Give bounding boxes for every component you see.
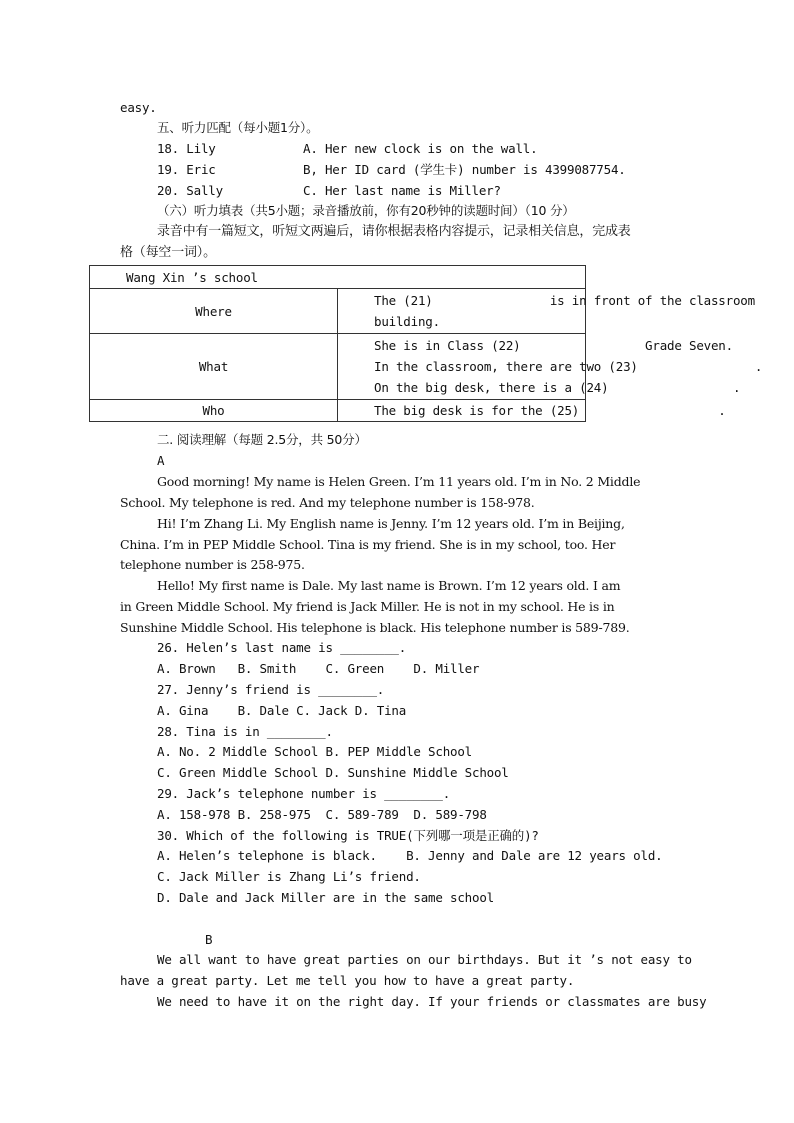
- question-28-options-ab: A. No. 2 Middle School B. PEP Middle School: [157, 744, 473, 759]
- table-cell-who: [338, 400, 726, 422]
- blank-21-line-cont: building.: [374, 314, 440, 329]
- match-item-20: 20. Sally: [157, 183, 223, 198]
- question-29: 29. Jack’s telephone number is ________.: [157, 786, 451, 801]
- table-cell-where: [338, 289, 755, 334]
- question-28: 28. Tina is in ________.: [157, 724, 333, 739]
- page-fragment: easy.: [120, 100, 157, 115]
- passage-a-line-2: School. My telephone is red. And my telephone number is 158-978.: [120, 495, 535, 510]
- section6-instruction-1: 录音中有一篇短文，听短文两遍后，请你根据表格内容提示，记录相关信息，完成表: [157, 224, 631, 239]
- match-option-c: C. Her last name is Miller?: [303, 183, 501, 198]
- section6-heading: （六）听力填表（共5小题；录音播放前，你有20秒钟的读题时间）（10 分）: [157, 203, 575, 218]
- blank-23-line: In the classroom, there are two (23) .: [374, 359, 763, 374]
- passage-a-line-6: Hello! My first name is Dale. My last name is Brown. I’m 12 years old. I am: [157, 578, 621, 593]
- blank-22-line: She is in Class (22) Grade Seven.: [374, 338, 733, 353]
- table-label-where: Where: [90, 289, 338, 334]
- reading-heading: 二. 阅读理解（每题 2.5分，共 50分）: [157, 432, 367, 447]
- table-row-who: [90, 400, 586, 422]
- passage-a-line-1: Good morning! My name is Helen Green. I’m 11 years old. I’m in No. 2 Middle: [157, 474, 641, 489]
- passage-a-line-4: China. I’m in PEP Middle School. Tina is my friend. She is in my school, too. Her: [120, 537, 616, 552]
- question-30-options-ab: A. Helen’s telephone is black. B. Jenny and Dale are 12 years old.: [157, 848, 663, 863]
- question-27-options: A. Gina B. Dale C. Jack D. Tina: [157, 703, 407, 718]
- blank-21-line: The (21) is in front of the classroom: [374, 293, 755, 308]
- table-title: Wang Xin ’s school: [90, 266, 586, 289]
- passage-a-line-7: in Green Middle School. My friend is Jack Miller. He is not in my school. He is in: [120, 599, 615, 614]
- question-29-options: A. 158-978 B. 258-975 C. 589-789 D. 589-798: [157, 807, 487, 822]
- question-26: 26. Helen’s last name is ________.: [157, 640, 407, 655]
- passage-b-label: B: [205, 932, 213, 947]
- section6-instruction-2: 格（每空一词）。: [120, 245, 216, 260]
- passage-a-line-3: Hi! I’m Zhang Li. My English name is Jenny. I’m 12 years old. I’m in Beijing,: [157, 516, 625, 531]
- question-28-options-cd: C. Green Middle School D. Sunshine Middle School: [157, 765, 509, 780]
- question-30-option-c: C. Jack Miller is Zhang Li’s friend.: [157, 869, 421, 884]
- table-label-what: What: [90, 334, 338, 400]
- match-option-b: B, Her ID card (学生卡) number is 4399087754.: [303, 162, 626, 177]
- school-info-table: [89, 265, 763, 422]
- section5-heading: 五、听力匹配（每小题1分）。: [157, 120, 319, 135]
- passage-a-line-8: Sunshine Middle School. His telephone is black. His telephone number is 589-789.: [120, 620, 630, 635]
- question-30: 30. Which of the following is TRUE(下列哪一项是正确的)?: [157, 828, 539, 843]
- blank-25-line: The big desk is for the (25) .: [374, 403, 726, 418]
- match-item-18: 18. Lily: [157, 141, 216, 156]
- question-26-options: A. Brown B. Smith C. Green D. Miller: [157, 661, 480, 676]
- table-label-who: Who: [90, 400, 338, 422]
- table-row-what: [90, 334, 586, 400]
- match-option-a: A. Her new clock is on the wall.: [303, 141, 538, 156]
- question-27: 27. Jenny’s friend is ________.: [157, 682, 385, 697]
- match-item-19: 19. Eric: [157, 162, 216, 177]
- passage-a-line-5: telephone number is 258-975.: [120, 557, 305, 572]
- passage-b-line-3: We need to have it on the right day. If your friends or classmates are busy: [157, 994, 707, 1009]
- question-30-option-d: D. Dale and Jack Miller are in the same school: [157, 890, 494, 905]
- passage-b-line-1: We all want to have great parties on our birthdays. But it ’s not easy to: [157, 952, 692, 967]
- table-row-where: [90, 289, 586, 334]
- blank-24-line: On the big desk, there is a (24) .: [374, 380, 741, 395]
- passage-b-line-2: have a great party. Let me tell you how to have a great party.: [120, 973, 575, 988]
- passage-a-label: A: [157, 453, 165, 468]
- table-cell-what: [338, 334, 763, 400]
